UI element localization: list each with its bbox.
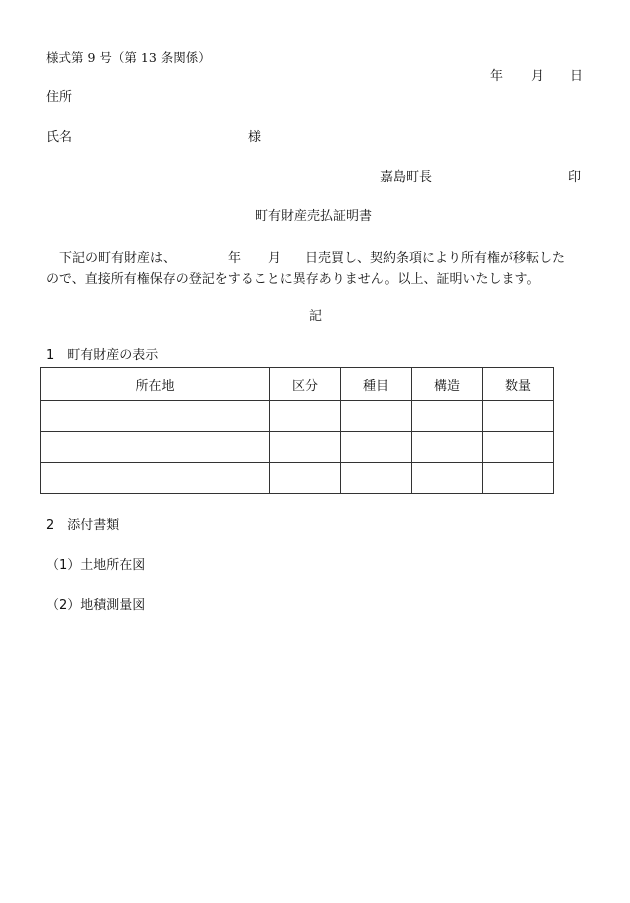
- table-cell: [341, 432, 412, 463]
- table-cell: [412, 432, 483, 463]
- table-cell: [41, 401, 270, 432]
- table-cell: [412, 463, 483, 494]
- section1-heading: 1 町有財産の表示: [46, 348, 159, 363]
- body-part1: 下記の町有財産は、: [59, 251, 177, 266]
- table-cell: [483, 401, 554, 432]
- seal-mark: 印: [568, 170, 582, 185]
- column-header-type: 種目: [341, 368, 412, 401]
- table-cell: [41, 463, 270, 494]
- table-row: [41, 463, 554, 494]
- section2-heading: 2 添付書類: [46, 518, 120, 533]
- body-year: 年: [228, 251, 242, 266]
- certification-text: [46, 248, 586, 290]
- attachment-item-2: （2）地積測量図: [46, 598, 146, 613]
- address-label: 住所: [46, 90, 73, 105]
- attachment-item-1: （1）土地所在図: [46, 558, 146, 573]
- document-title: 町有財産売払証明書: [255, 209, 373, 224]
- table-cell: [341, 401, 412, 432]
- table-header-row: [41, 368, 554, 401]
- table-cell: [270, 432, 341, 463]
- column-header-quantity: 数量: [483, 368, 554, 401]
- date-month-label: 月: [531, 69, 545, 84]
- body-month: 月: [268, 251, 282, 266]
- table-cell: [270, 463, 341, 494]
- table-row: [41, 432, 554, 463]
- date-year-label: 年: [490, 69, 504, 84]
- column-header-location: 所在地: [41, 368, 270, 401]
- table-cell: [483, 463, 554, 494]
- ki-marker: 記: [309, 309, 323, 324]
- certification-line-1: [46, 248, 586, 269]
- table-cell: [341, 463, 412, 494]
- certification-line-2: ので、直接所有権保存の登記をすることに異存ありません。以上、証明いたします。: [46, 272, 540, 287]
- column-header-category: 区分: [270, 368, 341, 401]
- honorific: 様: [248, 130, 262, 145]
- table-cell: [270, 401, 341, 432]
- table-row: [41, 401, 554, 432]
- table-cell: [483, 432, 554, 463]
- column-header-structure: 構造: [412, 368, 483, 401]
- property-table: [40, 367, 554, 494]
- body-part2: 日売買し、契約条項により所有権が移転した: [305, 251, 566, 266]
- name-label: 氏名: [46, 130, 73, 145]
- form-number: 様式第 9 号（第 13 条関係）: [46, 50, 211, 65]
- issuer-title: 嘉島町長: [380, 170, 433, 185]
- table-cell: [412, 401, 483, 432]
- table-cell: [41, 432, 270, 463]
- date-day-label: 日: [570, 69, 584, 84]
